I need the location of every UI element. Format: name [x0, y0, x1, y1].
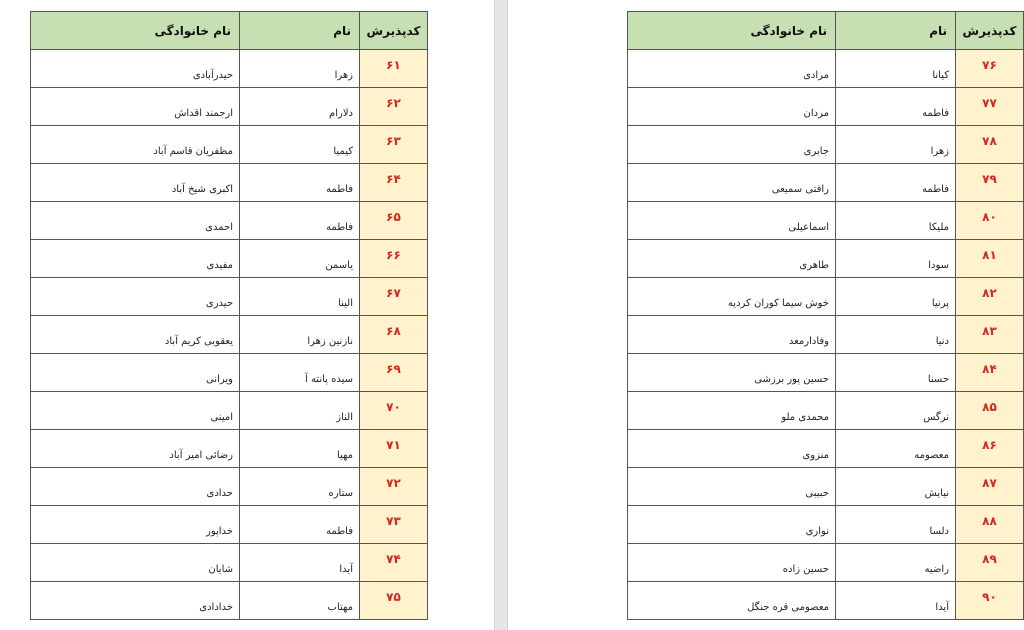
table-row	[31, 506, 428, 544]
table-row	[628, 506, 1024, 544]
table-row	[31, 430, 428, 468]
name-cell: فاطمه	[240, 506, 360, 544]
family-cell: حدادی	[31, 468, 240, 506]
code-cell: ۸۴	[956, 354, 1024, 392]
code-cell: ۷۲	[360, 468, 428, 506]
code-cell: ۷۹	[956, 164, 1024, 202]
table-header-row	[31, 12, 428, 50]
table-row	[628, 202, 1024, 240]
table-row	[628, 392, 1024, 430]
table-row	[31, 468, 428, 506]
name-cell: یاسمن	[240, 240, 360, 278]
family-cell: مردان	[628, 88, 836, 126]
table-row	[628, 50, 1024, 88]
family-cell: حسین زاده	[628, 544, 836, 582]
header-family: نام خانوادگی	[31, 12, 240, 50]
code-cell: ۸۷	[956, 468, 1024, 506]
name-cell: آیدا	[836, 582, 956, 620]
code-cell: ۶۶	[360, 240, 428, 278]
name-cell: سودا	[836, 240, 956, 278]
family-cell: ویرانی	[31, 354, 240, 392]
family-cell: خداپور	[31, 506, 240, 544]
family-cell: مفیدی	[31, 240, 240, 278]
table-row	[31, 126, 428, 164]
table-body-left	[31, 50, 428, 620]
code-cell: ۷۵	[360, 582, 428, 620]
table-row	[628, 240, 1024, 278]
name-cell: دلارام	[240, 88, 360, 126]
name-cell: فاطمه	[240, 164, 360, 202]
table-row	[628, 468, 1024, 506]
code-cell: ۷۷	[956, 88, 1024, 126]
code-cell: ۷۳	[360, 506, 428, 544]
name-cell: دنیا	[836, 316, 956, 354]
family-cell: حسین پور برزشی	[628, 354, 836, 392]
family-cell: اکبری شیخ آباد	[31, 164, 240, 202]
table-row	[31, 316, 428, 354]
name-cell: حسنا	[836, 354, 956, 392]
name-cell: ملیکا	[836, 202, 956, 240]
name-cell: معصومه	[836, 430, 956, 468]
name-cell: کیانا	[836, 50, 956, 88]
name-cell: زهرا	[240, 50, 360, 88]
name-cell: آیدا	[240, 544, 360, 582]
table-row	[31, 354, 428, 392]
table-row	[31, 582, 428, 620]
page-left	[0, 0, 494, 630]
code-cell: ۷۱	[360, 430, 428, 468]
code-cell: ۸۸	[956, 506, 1024, 544]
table-row	[31, 240, 428, 278]
name-cell: الینا	[240, 278, 360, 316]
name-cell: نازنین زهرا	[240, 316, 360, 354]
table-row	[31, 544, 428, 582]
family-cell: طاهری	[628, 240, 836, 278]
family-cell: رافتی سمیعی	[628, 164, 836, 202]
code-cell: ۸۲	[956, 278, 1024, 316]
table-row	[628, 316, 1024, 354]
table-row	[31, 392, 428, 430]
code-cell: ۶۱	[360, 50, 428, 88]
table-row	[628, 544, 1024, 582]
name-cell: پرنیا	[836, 278, 956, 316]
code-cell: ۷۰	[360, 392, 428, 430]
code-cell: ۸۵	[956, 392, 1024, 430]
name-cell: نیایش	[836, 468, 956, 506]
table-body-right	[628, 50, 1024, 620]
family-cell: وفادارمعد	[628, 316, 836, 354]
table-row	[31, 202, 428, 240]
table-row	[628, 88, 1024, 126]
family-cell: خوش سیما کوران کردیه	[628, 278, 836, 316]
table-row	[628, 278, 1024, 316]
table-row	[31, 50, 428, 88]
header-code: کدپذیرش	[360, 12, 428, 50]
name-cell: راضیه	[836, 544, 956, 582]
family-cell: نواری	[628, 506, 836, 544]
table-row	[628, 430, 1024, 468]
name-cell: فاطمه	[836, 164, 956, 202]
family-cell: شایان	[31, 544, 240, 582]
page-separator	[494, 0, 508, 630]
family-cell: حیدرآبادی	[31, 50, 240, 88]
name-cell: الناز	[240, 392, 360, 430]
code-cell: ۸۹	[956, 544, 1024, 582]
family-cell: امینی	[31, 392, 240, 430]
table-row	[31, 88, 428, 126]
family-cell: مظفریان قاسم آباد	[31, 126, 240, 164]
name-cell: کیمیا	[240, 126, 360, 164]
family-cell: اسماعیلی	[628, 202, 836, 240]
family-cell: حیدری	[31, 278, 240, 316]
header-name: نام	[240, 12, 360, 50]
name-cell: زهرا	[836, 126, 956, 164]
header-name: نام	[836, 12, 956, 50]
code-cell: ۶۴	[360, 164, 428, 202]
name-cell: نرگس	[836, 392, 956, 430]
name-cell: مهیا	[240, 430, 360, 468]
code-cell: ۸۰	[956, 202, 1024, 240]
code-cell: ۶۳	[360, 126, 428, 164]
code-cell: ۷۶	[956, 50, 1024, 88]
name-cell: سیده پانته آ	[240, 354, 360, 392]
code-cell: ۸۳	[956, 316, 1024, 354]
code-cell: ۶۲	[360, 88, 428, 126]
family-cell: یعقوبی کریم آباد	[31, 316, 240, 354]
table-row	[628, 126, 1024, 164]
code-cell: ۶۷	[360, 278, 428, 316]
code-cell: ۶۵	[360, 202, 428, 240]
name-cell: دلسا	[836, 506, 956, 544]
family-cell: منزوی	[628, 430, 836, 468]
table-header-row	[628, 12, 1024, 50]
code-cell: ۹۰	[956, 582, 1024, 620]
code-cell: ۸۱	[956, 240, 1024, 278]
name-cell: مهتاب	[240, 582, 360, 620]
code-cell: ۷۸	[956, 126, 1024, 164]
family-cell: ارجمند اقداش	[31, 88, 240, 126]
table-row	[628, 164, 1024, 202]
table-row	[31, 278, 428, 316]
family-cell: حبیبی	[628, 468, 836, 506]
header-family: نام خانوادگی	[628, 12, 836, 50]
family-cell: معصومی قره جنگل	[628, 582, 836, 620]
code-cell: ۷۴	[360, 544, 428, 582]
family-cell: خدادادی	[31, 582, 240, 620]
roster-table-right	[627, 11, 1024, 620]
page-right	[508, 0, 1024, 630]
family-cell: مرادی	[628, 50, 836, 88]
header-code: کدپذیرش	[956, 12, 1024, 50]
family-cell: احمدی	[31, 202, 240, 240]
table-row	[628, 354, 1024, 392]
code-cell: ۸۶	[956, 430, 1024, 468]
name-cell: فاطمه	[240, 202, 360, 240]
name-cell: فاطمه	[836, 88, 956, 126]
table-row	[31, 164, 428, 202]
family-cell: محمدی ملو	[628, 392, 836, 430]
family-cell: جابری	[628, 126, 836, 164]
name-cell: ستاره	[240, 468, 360, 506]
table-row	[628, 582, 1024, 620]
family-cell: رضائی امیر آباد	[31, 430, 240, 468]
code-cell: ۶۸	[360, 316, 428, 354]
code-cell: ۶۹	[360, 354, 428, 392]
roster-table-left	[30, 11, 428, 620]
